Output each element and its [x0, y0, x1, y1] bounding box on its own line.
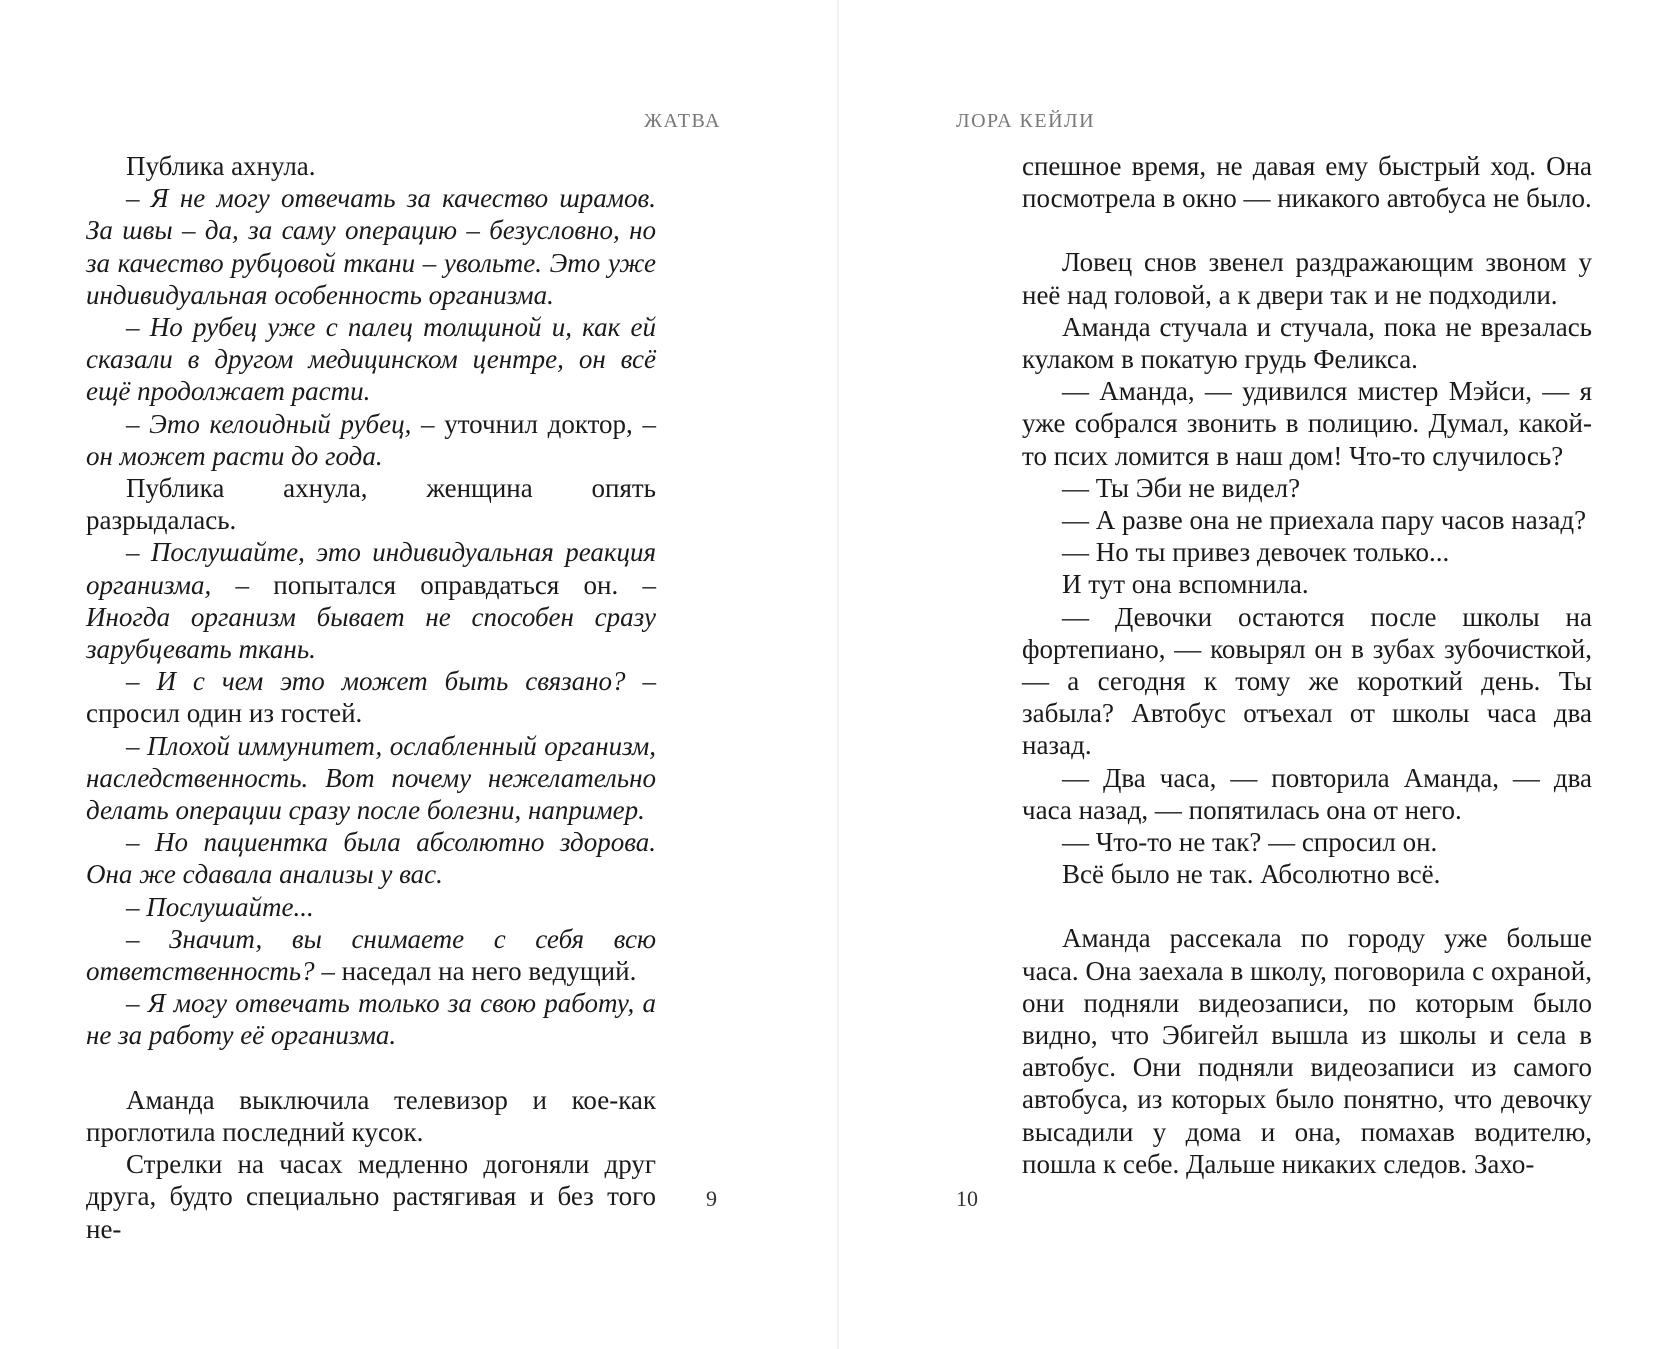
paragraph: [86, 182, 656, 311]
text-run: спешное время, не давая ему быстрый ход. Она посмотрела в окно — никакого автобуса не было.: [1022, 151, 1592, 214]
text-run: И тут она вспомнила.: [1062, 569, 1309, 600]
paragraph: [86, 311, 656, 408]
right-page-number: 10: [956, 1186, 978, 1211]
left-running-head: ЖАТВА: [644, 110, 721, 132]
italic-text-run: – Значит, вы снимаете с себя всю ответственность?: [86, 923, 656, 987]
text-run: — Ты Эби не видел?: [1062, 472, 1301, 503]
text-run: — А разве она не приехала пару часов назад?: [1062, 505, 1587, 536]
text-run: — Два часа, — повторила Аманда, — два часа назад, — попятилась она от него.: [1022, 762, 1592, 825]
italic-text-run: – Я не могу отвечать за качество шрамов. За швы – да, за саму операцию – безусловно, но за качество рубцовой ткани – увольте. Это уже индивидуальная особенность организма.: [86, 183, 656, 310]
left-page-text: [86, 150, 656, 1245]
text-run: Аманда стучала и стучала, пока не врезалась кулаком в покатую грудь Феликса.: [1022, 311, 1592, 375]
italic-text-run: – Это келоидный рубец,: [126, 408, 412, 439]
paragraph: [86, 1084, 656, 1148]
paragraph: [86, 1148, 656, 1245]
paragraph: [86, 472, 656, 536]
paragraph: [1022, 922, 1592, 1180]
page-gutter: [837, 0, 839, 1349]
paragraph: [1022, 311, 1592, 375]
text-run: Аманда рассекала по городу уже больше часа. Она заехала в школу, поговорила с охраной, они подняли видеозаписи, по которым было видно, что Эбигейл вышла из школы и села в автобус. Они подняли видеозаписи из самого автобуса, из которых было понятно, что девочку высадили у дома и она, помахав водителю, пошла к себе. Дальше никаких следов. Захо-: [1022, 923, 1592, 1179]
text-run: Ловец снов звенел раздражающим звоном у неё над головой, а к двери так и не подходили.: [1022, 247, 1592, 310]
text-run: — Но ты привез девочек только...: [1062, 537, 1450, 568]
text-run: – спросил один из гостей.: [86, 666, 656, 729]
italic-text-run: Иногда организм бывает не способен сразу зарубцевать ткань.: [86, 601, 656, 665]
text-run: – попытался оправдаться он. –: [211, 569, 656, 600]
paragraph: [1022, 858, 1592, 890]
paragraph: [86, 665, 656, 729]
paragraph: [1022, 472, 1592, 504]
italic-text-run: – Но рубец уже с палец толщиной и, как ей сказали в другом медицинском центре, он всё ещё продолжает расти.: [86, 312, 656, 407]
paragraph: [86, 730, 656, 827]
text-run: Всё было не так. Абсолютно всё.: [1062, 859, 1441, 890]
paragraph: [86, 987, 656, 1051]
paragraph: [1022, 826, 1592, 858]
text-run: — Что-то не так? — спросил он.: [1062, 827, 1438, 858]
italic-text-run: – Я могу отвечать только за свою работу, а не за работу её организма.: [86, 988, 656, 1051]
right-running-head: ЛОРА КЕЙЛИ: [956, 110, 1096, 132]
text-run: – наседал на него ведущий.: [314, 956, 637, 987]
text-run: Аманда выключила телевизор и кое-как проглотила последний кусок.: [86, 1084, 656, 1147]
paragraph: [86, 408, 656, 472]
paragraph: [86, 826, 656, 890]
italic-text-run: он может расти до года.: [86, 440, 383, 471]
italic-text-run: – Послушайте...: [126, 891, 314, 922]
paragraph: [1022, 568, 1592, 600]
italic-text-run: – Но пациентка была абсолютно здорова. Она же сдавала анализы у вас.: [86, 827, 656, 890]
text-run: — Девочки остаются после школы на фортепиано, — ковырял он в зубах зубочисткой, — а сегодня к тому же короткий день. Ты забыла? Автобус отъехал от школы часа два назад.: [1022, 601, 1592, 761]
italic-text-run: – И с чем это может быть связано?: [126, 666, 626, 697]
paragraph: [86, 891, 656, 923]
paragraph: [1022, 536, 1592, 568]
paragraph: [1022, 762, 1592, 826]
paragraph: [86, 150, 656, 182]
paragraph: [86, 536, 656, 665]
paragraph: [1022, 375, 1592, 472]
paragraph: [1022, 601, 1592, 762]
text-run: — Аманда, — удивился мистер Мэйси, — я уже собрался звонить в полицию. Думал, какой-то псих ломится в наш дом! Что-то случилось?: [1022, 376, 1592, 471]
left-page-number: 9: [706, 1186, 717, 1211]
text-run: Стрелки на часах медленно догоняли друг друга, будто специально растягивая и без того не-: [86, 1149, 656, 1244]
text-run: Публика ахнула.: [126, 151, 316, 181]
italic-text-run: – Послушайте, это индивидуальная реакция организма,: [86, 537, 656, 600]
paragraph: [86, 923, 656, 987]
italic-text-run: – Плохой иммунитет, ослабленный организм, наследственность. Вот почему нежелательно делать операции сразу после болезни, например.: [86, 730, 656, 826]
right-page-text: [1022, 150, 1592, 1180]
text-run: – уточнил доктор, –: [411, 408, 656, 439]
paragraph: [1022, 504, 1592, 536]
paragraph: [1022, 150, 1592, 214]
text-run: Публика ахнула, женщина опять разрыдалась.: [86, 473, 656, 536]
paragraph: [1022, 246, 1592, 310]
